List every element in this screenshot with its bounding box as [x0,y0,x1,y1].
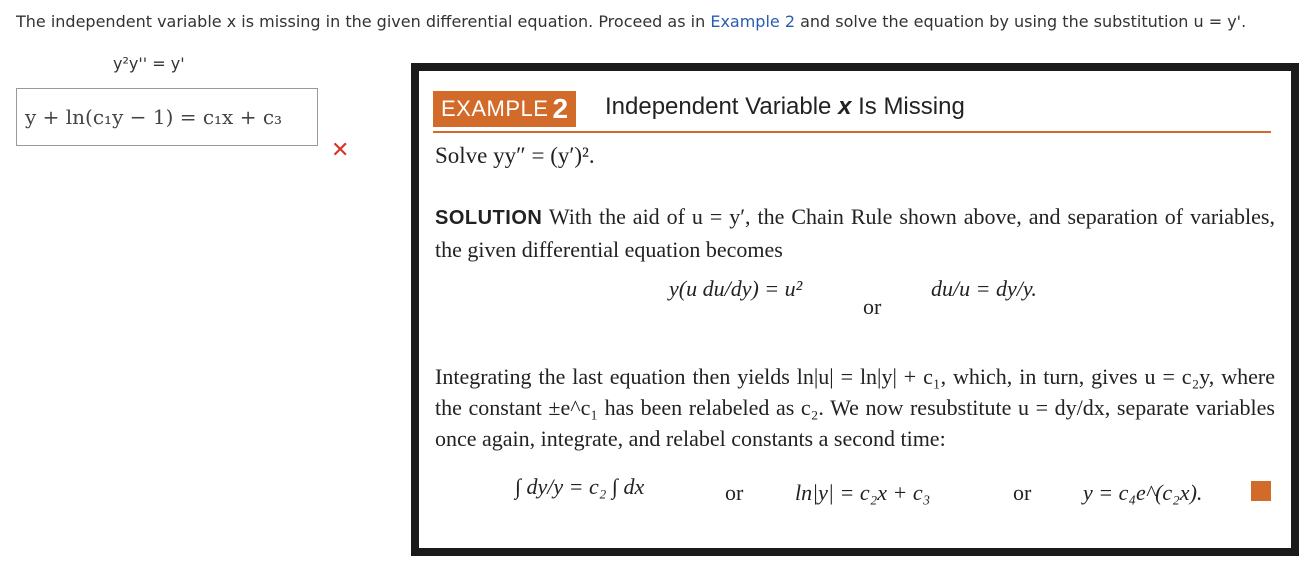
example-content [419,71,1291,548]
display-equation-2 [419,456,1291,520]
display-equation-1 [419,276,1291,336]
integration-paragraph: Integrating the last equation then yields ln|u| = ln|y| + c₁, which, in turn, gives u = c₂y, where the constant ±e^c₁ has been relabeled as c₂. We now resubstitute u = dy/dx, separate variables once again, integrate, and relabel constants a second time: [435,364,1275,451]
eq2-a: ∫ dy/y = c₂ ∫ dx [515,474,645,499]
example-title-var: x [838,93,852,120]
problem-text-end: and solve the equation by using the substitution u = y'. [795,12,1247,31]
example-problem: Solve yy″ = (y′)². [435,143,595,168]
eq2-or-1: or [725,480,744,505]
example-header [433,91,1271,133]
example-badge-word: EXAMPLE [441,96,549,121]
example-title-suffix: Is Missing [851,93,965,120]
example-title [605,93,965,121]
example-badge-number: 2 [552,93,569,124]
solution-text: With the aid of u = y′, the Chain Rule shown above, and separation of variables, the given differential equation becomes [435,204,1275,262]
problem-text: The independent variable x is missing in the given differential equation. Proceed as in [16,12,711,31]
eq1-left: y(u du/dy) = u² [669,276,803,301]
end-of-example-square-icon [1251,481,1271,501]
problem-statement [16,12,1246,31]
solution-label: SOLUTION [435,207,543,229]
eq2-c: y = c₄e^(c₂x). [1083,480,1203,505]
solution-paragraph [435,201,1275,265]
answer-input[interactable] [16,88,318,146]
incorrect-mark: ✕ [331,138,350,163]
eq2-or-2: or [1013,480,1032,505]
eq1-right: du/u = dy/y. [931,276,1037,301]
eq2-b: ln|y| = c₂x + c₃ [795,480,931,505]
incorrect-icon [331,140,353,162]
given-equation-text: y²y'' = y' [113,54,185,73]
answer-value: y + ln(c₁y − 1) = c₁x + c₃ [25,105,283,129]
example-badge [433,91,576,127]
example-title-prefix: Independent Variable [605,93,839,120]
given-equation [113,54,185,73]
example-link[interactable]: Example 2 [710,12,796,31]
example-header-rule [433,131,1271,133]
eq1-or: or [863,294,882,319]
example-2-image [411,63,1299,556]
